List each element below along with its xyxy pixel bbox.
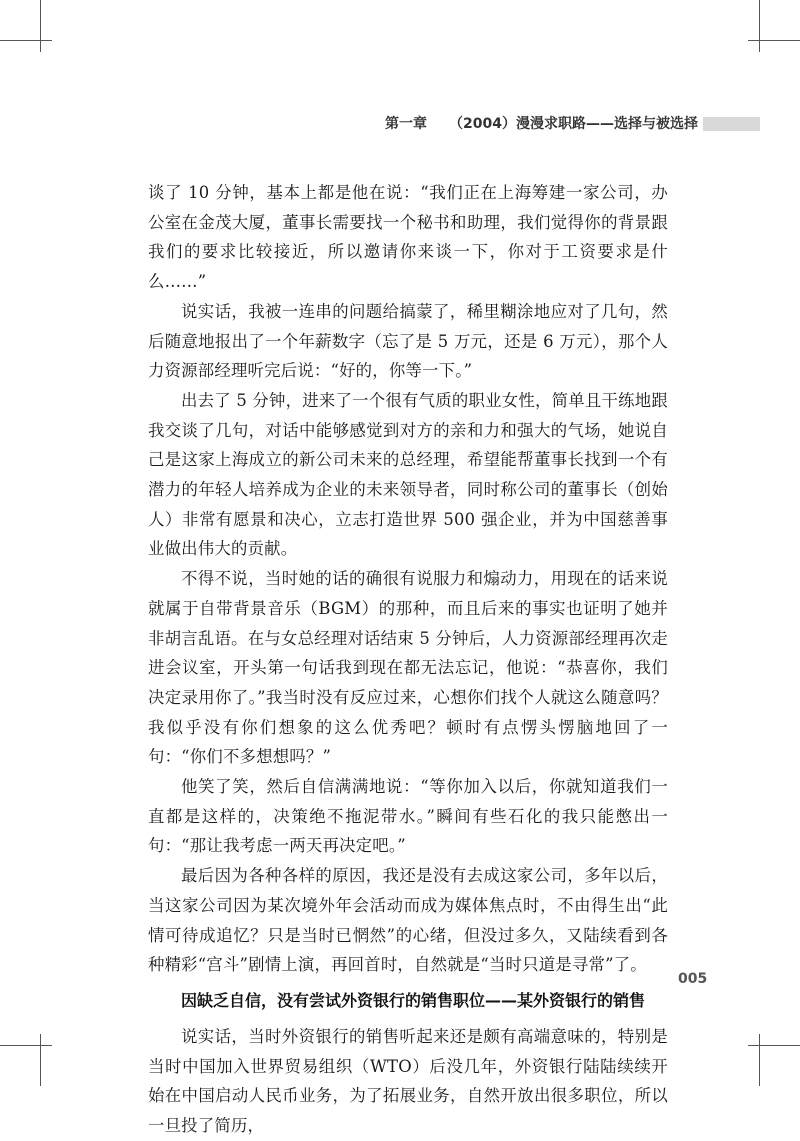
chapter-label: 第一章 [385, 116, 428, 132]
crop-mark [0, 40, 52, 41]
crop-mark [40, 1034, 41, 1086]
paragraph: 说实话，当时外资银行的销售听起来还是颇有高端意味的，特别是当时中国加入世界贸易组织（WTO）后没几年，外资银行陆陆续续开始在中国启动人民币业务，为了拓展业务，自然开放出很多职位，所以一旦投了简历， [148, 1026, 668, 1136]
crop-mark [748, 1045, 800, 1046]
paragraph: 出去了 5 分钟，进来了一个很有气质的职业女性，简单且干练地跟我交谈了几句，对话中能够感觉到对方的亲和力和强大的气场，她说自己是这家上海成立的新公司未来的总经理，希望能帮董事长找到一个有潜力的年轻人培养成为企业的未来领导者，同时称公司的董事长（创始人）非常有愿景和决心，立志打造世界 500 强企业，并为中国慈善事业做出伟大的贡献。 [148, 390, 668, 559]
body-text [148, 178, 668, 1141]
paragraph: 谈了 10 分钟，基本上都是他在说：“我们正在上海筹建一家公司，办公室在金茂大厦，董事长需要找一个秘书和助理，我们觉得你的背景跟我们的要求比较接近，所以邀请你来谈一下，你对于工资要求是什么……” [148, 183, 668, 292]
paragraph: 最后因为各种各样的原因，我还是没有去成这家公司，多年以后，当这家公司因为某次境外年会活动而成为媒体焦点时，不由得生出“此情可待成追忆？只是当时已惘然”的心绪，但没过多久，又陆续看到各种精彩“宫斗”剧情上演，再回首时，自然就是“当时只道是寻常”了。 [148, 866, 668, 975]
crop-mark [0, 1045, 52, 1046]
page-number: 005 [678, 971, 708, 987]
chapter-title: （2004）漫漫求职路——选择与被选择 [449, 116, 698, 132]
paragraph: 不得不说，当时她的话的确很有说服力和煽动力，用现在的话来说就属于自带背景音乐（BGM）的那种，而且后来的事实也证明了她并非胡言乱语。在与女总经理对话结束 5 分钟后，人力资源部经理再次走进会议室，开头第一句话我到现在都无法忘记，他说：“恭喜你，我们决定录用你了。”我当时没有反应过来，心想你们找个人就这么随意吗？我似乎没有你们想象的这么优秀吧？顿时有点愣头愣脑地回了一句：“你们不多想想吗？” [148, 569, 668, 767]
crop-mark [40, 0, 41, 52]
header-decoration-bar [703, 117, 760, 131]
crop-mark [759, 1034, 760, 1086]
section-heading: 因缺乏自信，没有尝试外资银行的销售职位——某外资银行的销售 [181, 990, 646, 1010]
running-head [385, 115, 698, 133]
crop-mark [759, 0, 760, 52]
paragraph: 他笑了笑，然后自信满满地说：“等你加入以后，你就知道我们一直都是这样的，决策绝不拖泥带水。”瞬间有些石化的我只能憋出一句：“那让我考虑一两天再决定吧。” [148, 777, 668, 856]
paragraph: 说实话，我被一连串的问题给搞蒙了，稀里糊涂地应对了几句，然后随意地报出了一个年薪数字（忘了是 5 万元，还是 6 万元），那个人力资源部经理听完后说：“好的，你等一下。” [148, 301, 668, 381]
crop-mark [748, 40, 800, 41]
